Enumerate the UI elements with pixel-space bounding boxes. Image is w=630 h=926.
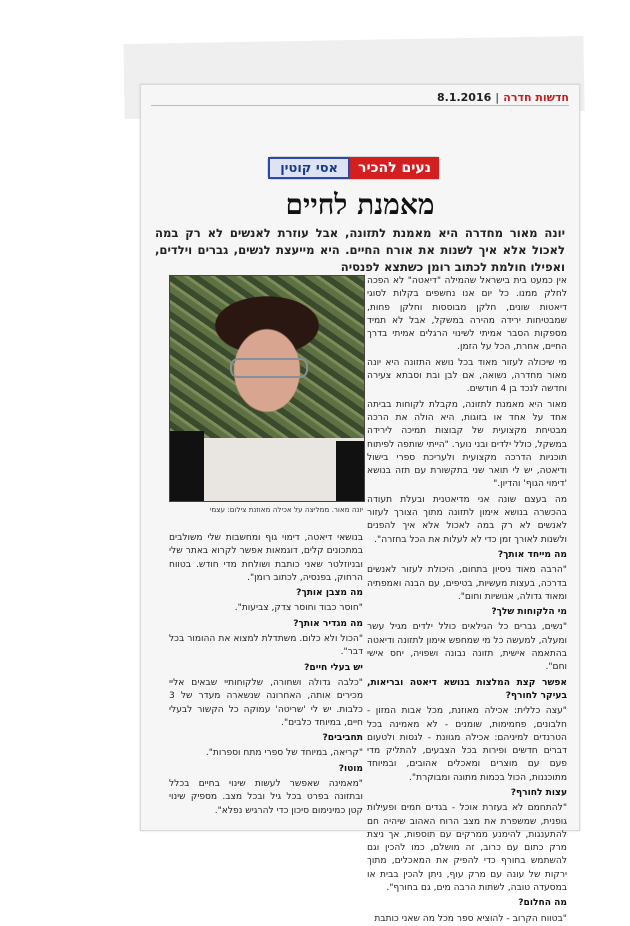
photo-caption: יונה מאור. ממליצה על אכילה מאוזנת צילום: עצמי [209, 505, 363, 514]
article-paragraph: אין כמעט בית בישראל שהמילה "דיאטה" לא הפכה לחלק ממנו. כל יום אנו נחשפים בקלות לסוגי דיאטות שונים, חלקן מבוססות וחלקן פחות, שמבטיחות ירידה מהירה במשקל, אבל לא תמיד מספקות הסבר אמיתי לשינוי הרגלים אמיתי בדרך החיים, אחרת, הכל על הזמן. [367, 276, 567, 353]
column-series: נעים להכיר [350, 157, 439, 179]
interview-question: מי הלקוחות שלך? [491, 607, 567, 618]
article-paragraph: מה בעצם שונה אני מדיאטנית ובעלת תעודה בהכשרה בנושא אימון לתזונה מתוך הצורך לעזור לאנשים לא רק במה לאכול אלא איך להפנים ולשנות לאורך זמן כדי לא לעלות את הכל בחזרה". [367, 494, 567, 545]
interview-question: מה מצבן אותך? [296, 588, 363, 599]
portrait-photo [169, 275, 365, 502]
interview-question: מה מגדיר אותך? [293, 618, 363, 629]
interview-question: יש בעלי חיים? [304, 662, 363, 673]
publication-date: 8.1.2016 [436, 90, 492, 104]
photo-shoulder-left [170, 431, 204, 501]
dateline-separator: | [495, 90, 500, 104]
article-paragraph: "בטווח הקרוב - להוציא ספר מכל מה שאני כותבת [374, 913, 567, 924]
newspaper-clipping [140, 84, 580, 924]
article-paragraph: "להתחמם לא בעזרת אוכל - בגדים חמים ופעילות גופנית, שמשפרת את מצב הרוח האהוב שיהיה חם להתענגות, להימנע ממרקים עם תוספות, אך ניצת מרק כתום עם כרוב, זה מושלם, כמו להכין וגם להשתמש בחורף כדי להפיק את המאכלים, מתוך ירקות של עונה עם מרק עוף, ניתן להכין בבית או במסעדה טובה, לשתות הרבה מים, גם בחורף". [367, 803, 567, 894]
interview-question: מה החלום? [518, 898, 567, 909]
headline: מאמנת לחיים [285, 188, 435, 221]
article-paragraph: "מאמינה שאפשר לעשות שינוי בחיים בכלל ובתזונה בפרט בכל גיל ובכל מצב. מספיק שינוי קטן כמינימום סיכון כדי להרגיש נפלא". [169, 779, 363, 816]
photo-glasses [230, 358, 308, 378]
article-paragraph: מאור היא מאמנת לתזונה, מקבלת לקוחות בביתה אחד על אחד או בזוגות, היא הולה את הרכה מבטיחת מקצועית של קבוצות תמיכה לירידה במשקל, כולל ילדים ובני נוער. "הייתי שותפה לפיתוח תוכניות הדרכה מקצועית ולעריכת ספרי בישול ודיאטה, יש לי תואר שני בתקשורת עם תזה בנושא 'דימוי הגוף' והדיון." [367, 399, 567, 490]
article-paragraph: "נשים, גברים כל הגילאים כולל ילדים מגיל עשר ומעלה, למעשה כל מי שמחפש אימון לתזונה ודיאטה בהתאמה אישית, תזונה נבונה ושפויה, יחס אישי וחם". [367, 622, 567, 673]
article-paragraph: "קריאה, במיוחד של ספרי מתח וספרות". [205, 748, 363, 759]
photo-shoulder-right [336, 441, 364, 501]
article-column-left [169, 532, 363, 822]
article-paragraph: "הרבה מאוד ניסיון בתחום, היכולת לעזור לאנשים בדרכה, בעצות מעשיות, בטיפים, עם הבנה ואמפתיה ומאוד גדולה, אנושיות וחום". [367, 565, 567, 602]
article-paragraph: מי שיכולה לעזור מאוד בכל נושא התזונה היא יונה מאור מחדרה, נשואה, אם לבן ובת וסבתא צעירה וחדשה לנכד בן 4 חודשים. [367, 357, 567, 395]
interview-question: מה מייחד אותך? [497, 549, 567, 560]
article-paragraph: "עצה כללית: אכילה מאוזנת, מכל אבות המזון - חלבונים, פחמימות, שומנים - לא מאמינה בכל הטרנדים למיניהם: אכילה מגוונת - לנסות ולטעום דברים חדשים ופירות בכל הצבעים, להתליק מדי פעם עם מוצרים ומאכלים אהובים, ובמיוחד מתוכננות, הכול בכמות מתונה ומבוקרת". [367, 706, 567, 783]
article-column-right [367, 275, 567, 924]
interview-question: תחביבים? [322, 733, 363, 744]
dateline [151, 89, 569, 106]
lead-paragraph: יונה מאור מחדרה היא מאמנת לתזונה, אבל עוזרת לאנשים לא רק במה לאכול אלא איך לשנות את אורח החיים. היא מייעצת לנשים, גברים וילדים, ואפילו חולמת לכתוב רומן כשתצא לפנסיה [155, 226, 565, 274]
article-paragraph: "הכול ולא כלום. משתדלת למצוא את ההומור בכל דבר". [169, 634, 363, 658]
interview-question: אפשר קצת המלצות בנושא דיאטה ובריאות, בעיקר לחורף? [367, 677, 567, 701]
article-paragraph: "כלבה גדולה ושחורה, שלקוחותיי שבאים אליי מכירים אותה, האחרונה שנשארה מעדר של 3 כלבות. יש לי 'שריטה' עמוקה כל הקשור לבעלי חיים, במיוחד כלבים". [169, 677, 363, 728]
article-paragraph: "חוסר כבוד וחוסר צדק, צביעות". [234, 603, 363, 614]
interview-question: עצות לחורף? [510, 787, 567, 798]
interview-question: מוטו? [338, 763, 363, 774]
column-author: אסי קוטין [268, 157, 350, 179]
article-paragraph: בנושאי דיאטה, דימוי גוף ומחשבות שלי משולבים במתכונים קלים, דוגמאות אפשר לקרוא באתר שלי ובניוזלטר שאני כותבת ושולחת מדי חודש. בטווח הרחוק, בפנסיה, לכתוב רומן". [169, 533, 363, 583]
column-tag [268, 157, 439, 179]
section-name: חדשות חדרה [503, 90, 569, 104]
